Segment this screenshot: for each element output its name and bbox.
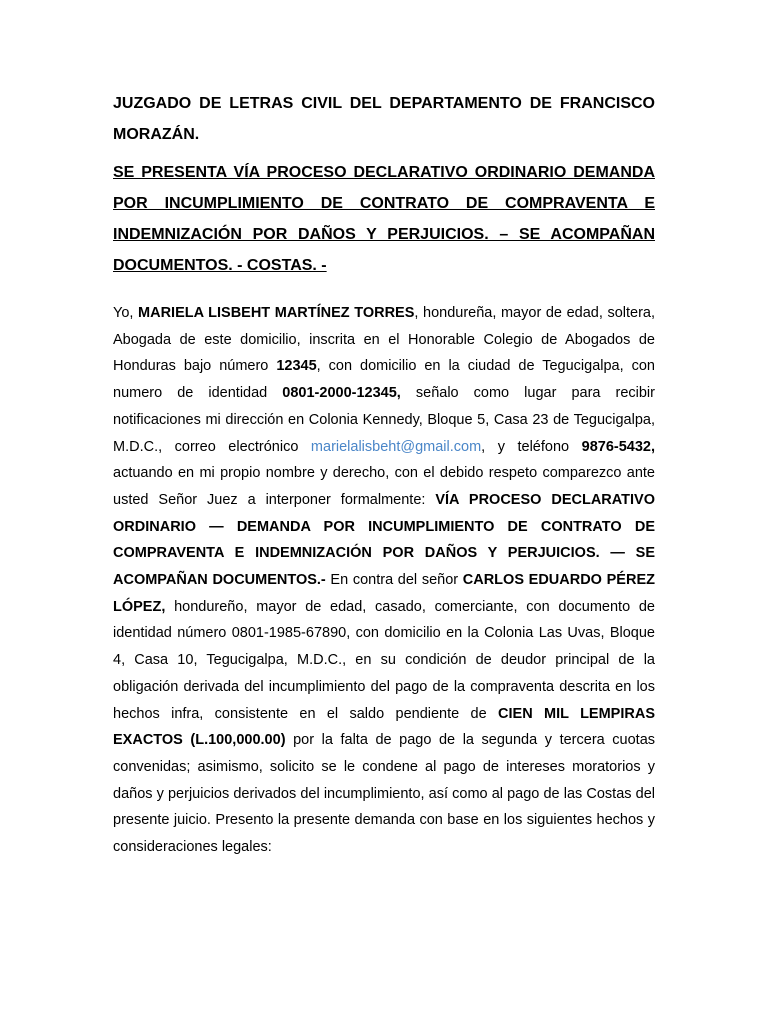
phone-number: 9876-5432, [581, 438, 655, 455]
document-page [113, 88, 655, 861]
defendant-details: hondureño, mayor de edad, casado, comerciante, con documento de identidad número 0801-1985-67890, con domicilio en la Colonia Las Uvas, Bloque 4, Casa 10, Tegucigalpa, M.D.C., en su condición de deudor principal de la obligación derivada del incumplimiento del pago de la compraventa descrita en los hechos infra, consistente en el saldo pendiente de [113, 598, 655, 722]
phone-label: , y teléfono [481, 438, 582, 455]
body-paragraph [113, 300, 655, 861]
defendant-name: CARLOS EDUARDO PÉREZ LÓPEZ, [113, 572, 655, 615]
appearance-text: actuando en mi propio nombre y derecho, con el debido respeto comparezco ante usted Señor Juez a interponer formalmente: [113, 465, 655, 508]
plaintiff-details: , hondureña, mayor de edad, soltera, Abogada de este domicilio, inscrita en el Honorable Colegio de Abogados de Honduras bajo número [113, 305, 655, 375]
intro-text: Yo, [113, 305, 139, 321]
subject-heading: SE PRESENTA VÍA PROCESO DECLARATIVO ORDINARIO DEMANDA POR INCUMPLIMIENTO DE CONTRATO DE COMPRAVENTA E INDEMNIZACIÓN POR DAÑOS Y PERJUICIOS. – SE ACOMPAÑAN DOCUMENTOS. - COSTAS. - [113, 164, 655, 274]
claim-amount: CIEN MIL LEMPIRAS EXACTOS (L.100,000.00) [113, 705, 655, 749]
domicile-text: , con domicilio en la ciudad de Tegucigalpa, con numero de identidad [113, 358, 655, 402]
claim-type: VÍA PROCESO DECLARATIVO ORDINARIO — DEMANDA POR INCUMPLIMIENTO DE CONTRATO DE COMPRAVENTA E INDEMNIZACIÓN POR DAÑOS Y PERJUICIOS. — SE ACOMPAÑAN DOCUMENTOS.- [113, 491, 655, 589]
notification-address: señalo como lugar para recibir notificaciones mi dirección en Colonia Kennedy, Bloque 5, Casa 23 de Tegucigalpa, M.D.C., correo electrónico [113, 385, 655, 455]
plaintiff-name: MARIELA LISBEHT MARTÍNEZ TORRES [138, 305, 415, 321]
against-text: En contra del señor [325, 572, 463, 589]
closing-text: por la falta de pago de la segunda y tercera cuotas convenidas; asimismo, solicito se le condene al pago de intereses moratorios y daños y perjuicios derivados del incumplimiento, así como al pago de las Costas del presente juicio. Presento la presente demanda con base en los siguientes hechos y consideraciones legales: [113, 732, 656, 856]
bar-number: 12345 [276, 358, 317, 375]
email-link[interactable]: marielalisbeht@gmail.com [310, 438, 482, 455]
court-heading: JUZGADO DE LETRAS CIVIL DEL DEPARTAMENTO DE FRANCISCO MORAZÁN. [113, 95, 655, 143]
plaintiff-id: 0801-2000-12345, [282, 385, 401, 402]
